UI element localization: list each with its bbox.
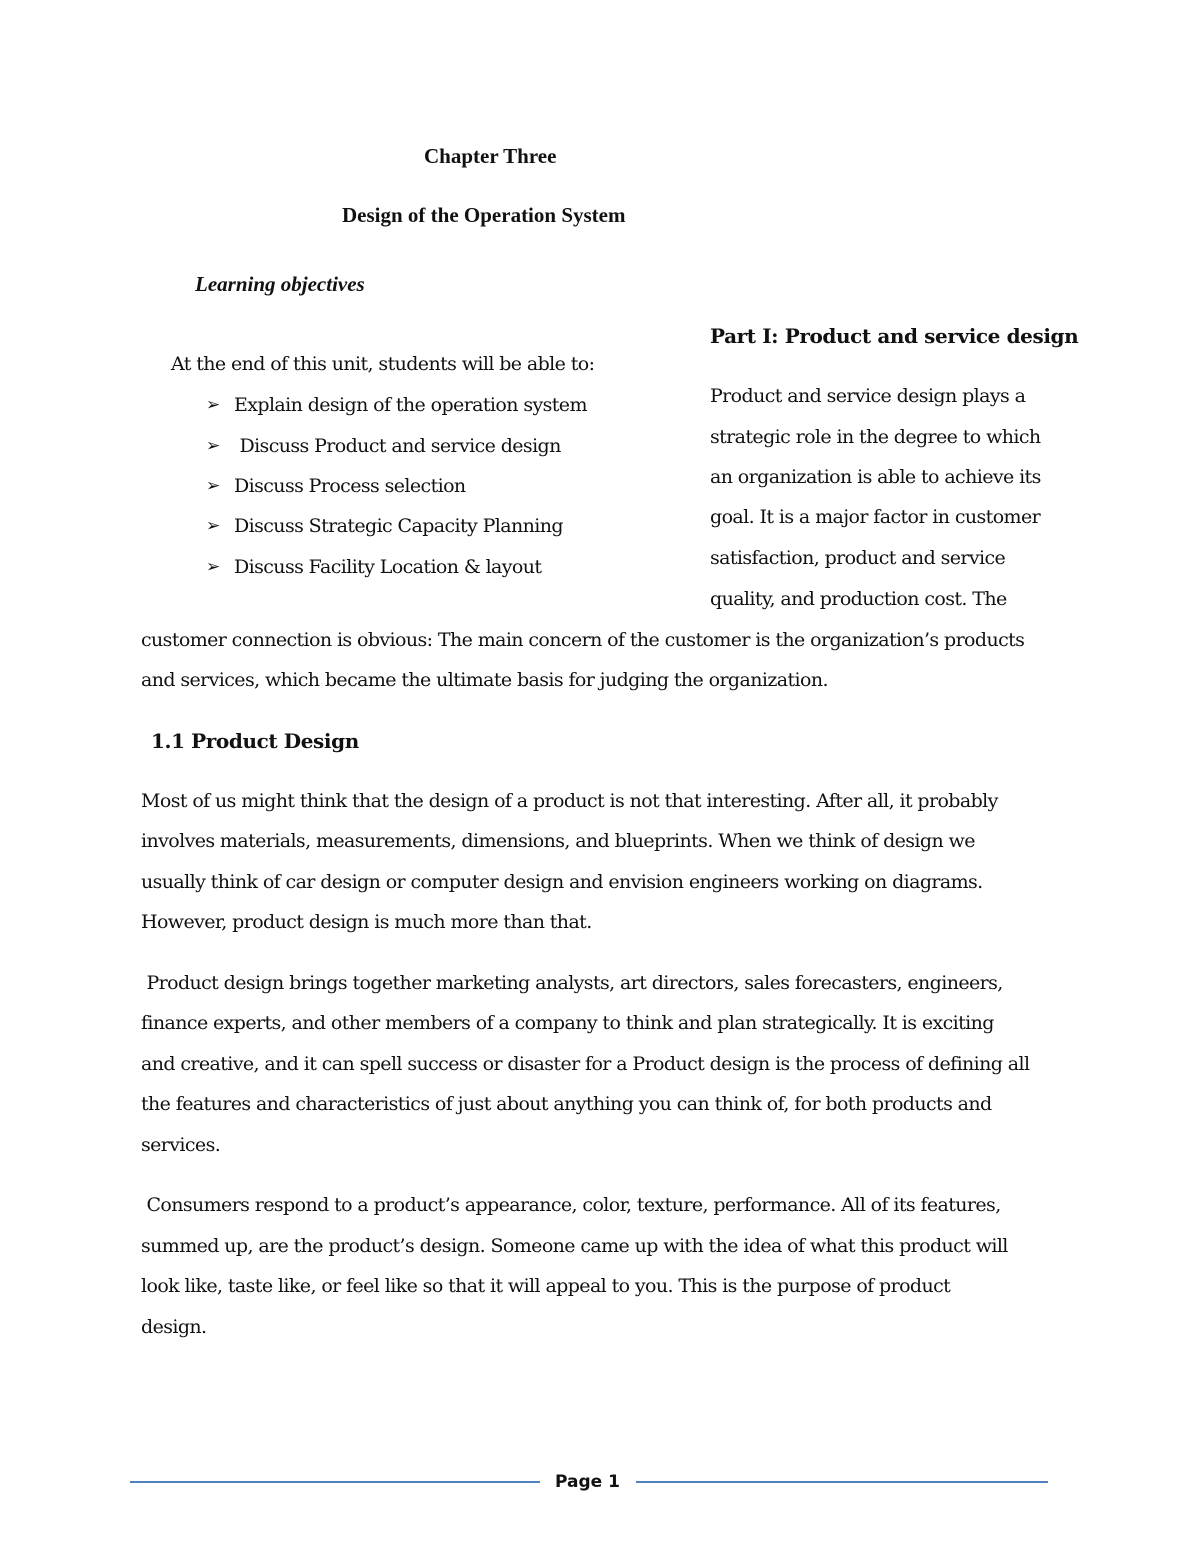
objective-item [206, 435, 561, 457]
arrow-bullet-icon: ➢ [206, 557, 220, 577]
objectives-intro: At the end of this unit, students will be able to: [171, 353, 595, 375]
arrow-bullet-icon: ➢ [206, 476, 220, 496]
part1-line: an organization is able to achieve its [710, 466, 1041, 488]
footer-rule-left [130, 1481, 540, 1483]
paragraph-line: usually think of car design or computer design and envision engineers working on diagrams. [141, 871, 983, 893]
objective-item-text: Discuss Product and service design [234, 435, 561, 457]
paragraph-line: and creative, and it can spell success or disaster for a Product design is the process of defining all [141, 1053, 1030, 1075]
chapter-title: Chapter Three [424, 144, 557, 168]
part1-heading: Part I: Product and service design [710, 324, 1079, 348]
learning-objectives-heading: Learning objectives [195, 272, 365, 296]
objective-item-text: Explain design of the operation system [234, 394, 587, 416]
objective-item-text: Discuss Facility Location & layout [234, 556, 542, 578]
arrow-bullet-icon: ➢ [206, 395, 220, 415]
paragraph-line: summed up, are the product’s design. Someone came up with the idea of what this product will [141, 1235, 1008, 1257]
paragraph-line: Most of us might think that the design of a product is not that interesting. After all, it probably [141, 790, 998, 812]
objective-item [206, 556, 541, 578]
part1-line: Product and service design plays a [710, 385, 1026, 407]
paragraph-line: Consumers respond to a product’s appearance, color, texture, performance. All of its features, [141, 1194, 1001, 1216]
objective-item-text: Discuss Process selection [234, 475, 466, 497]
part1-line: goal. It is a major factor in customer [710, 506, 1041, 528]
paragraph-line: involves materials, measurements, dimensions, and blueprints. When we think of design we [141, 830, 975, 852]
arrow-bullet-icon: ➢ [206, 516, 220, 536]
page-title: Design of the Operation System [342, 203, 626, 227]
section-heading-product-design: 1.1 Product Design [151, 729, 359, 753]
objective-item [206, 475, 466, 497]
paragraph-line: services. [141, 1134, 221, 1156]
paragraph-line: the features and characteristics of just about anything you can think of, for both products and [141, 1093, 992, 1115]
page-number: Page 1 [555, 1472, 620, 1492]
part1-line: strategic role in the degree to which [710, 426, 1041, 448]
paragraph-line: design. [141, 1316, 207, 1338]
footer-rule-right [636, 1481, 1048, 1483]
part1-line: satisfaction, product and service [710, 547, 1006, 569]
objective-item-text: Discuss Strategic Capacity Planning [234, 515, 563, 537]
paragraph-line: finance experts, and other members of a company to think and plan strategically. It is exciting [141, 1012, 994, 1034]
objective-item [206, 515, 563, 537]
part1-continuation-line: customer connection is obvious: The main concern of the customer is the organization’s products [141, 629, 1025, 651]
objective-item [206, 394, 587, 416]
paragraph-line: Product design brings together marketing analysts, art directors, sales forecasters, engineers, [141, 972, 1003, 994]
paragraph-line: However, product design is much more than that. [141, 911, 592, 933]
arrow-bullet-icon: ➢ [206, 436, 220, 456]
part1-continuation-line: and services, which became the ultimate basis for judging the organization. [141, 669, 828, 691]
part1-line: quality, and production cost. The [710, 588, 1007, 610]
paragraph-line: look like, taste like, or feel like so that it will appeal to you. This is the purpose of product [141, 1275, 951, 1297]
